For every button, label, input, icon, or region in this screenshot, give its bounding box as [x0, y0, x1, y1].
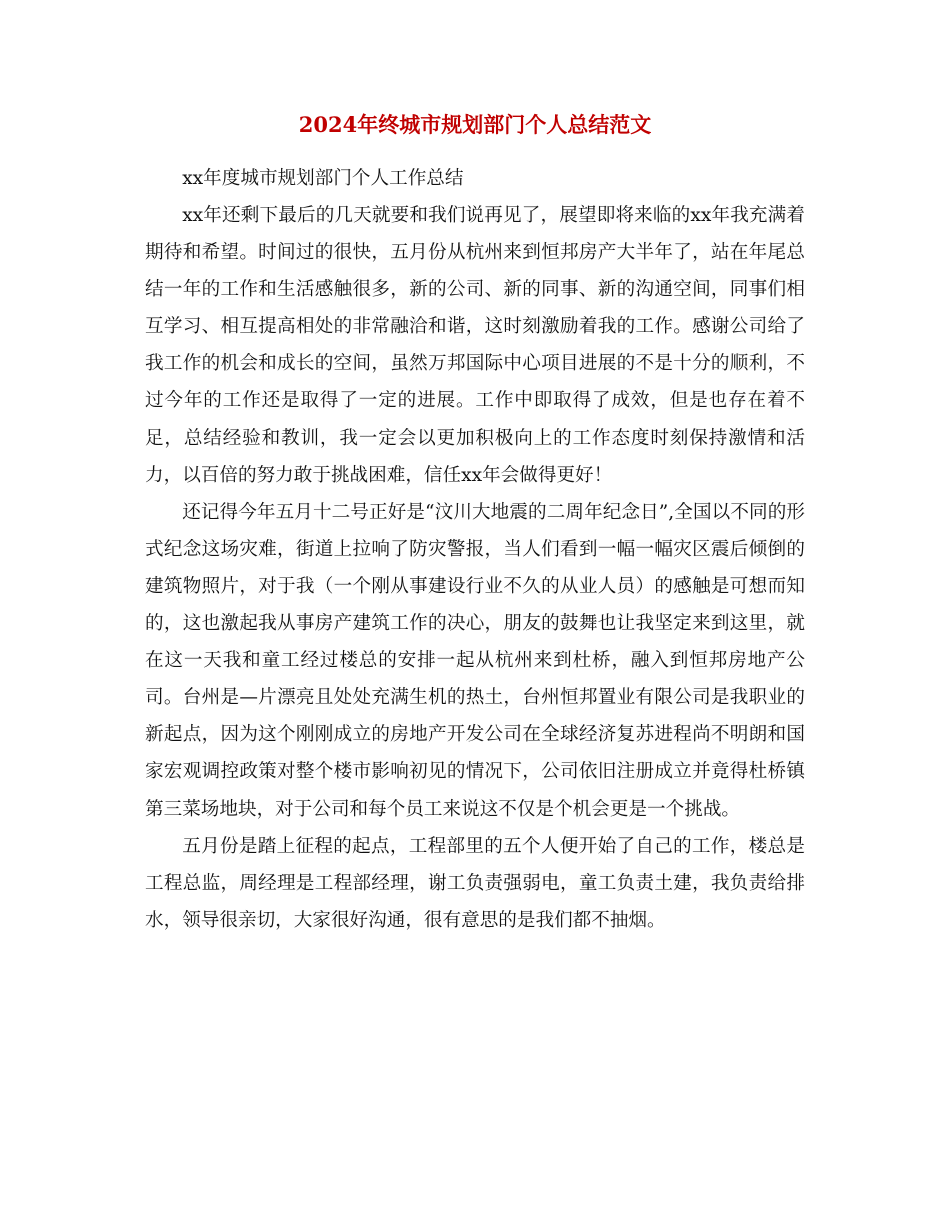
paragraph-2: 还记得今年五月十二号正好是“汶川大地震的二周年纪念日”,全国以不同的形式纪念这场灾难，街道上拉响了防灾警报，当人们看到一幅一幅灾区震后倾倒的建筑物照片，对于我（一个刚从事建设行业不久的从业人员）的感触是可想而知的，这也激起我从事房产建筑工作的决心，朋友的鼓舞也让我坚定来到这里，就在这一天我和童工经过楼总的安排一起从杭州来到杜桥，融入到恒邦房地产公司。台州是—片漂亮且处处充满生机的热土，台州恒邦置业有限公司是我职业的新起点，因为这个刚刚成立的房地产开发公司在全球经济复苏进程尚不明朗和国家宏观调控政策对整个楼市影响初见的情况下，公司依旧注册成立并竟得杜桥镇第三菜场地块，对于公司和每个员工来说这不仅是个机会更是一个挑战。 [145, 501, 805, 820]
document-subtitle: xx年度城市规划部门个人工作总结 [182, 168, 464, 189]
paragraph-3: 五月份是踏上征程的起点，工程部里的五个人便开始了自己的工作，楼总是工程总监，周经理是工程部经理，谢工负责强弱电，童工负责土建，我负责给排水，领导很亲切，大家很好沟通，很有意思的是我们都不抽烟。 [145, 835, 805, 931]
document-page [145, 110, 805, 939]
document-title: 2024年终城市规划部门个人总结范文 [298, 112, 652, 137]
paragraph-1: xx年还剩下最后的几天就要和我们说再见了，展望即将来临的xx年我充满着期待和希望。时间过的很快，五月份从杭州来到恒邦房产大半年了，站在年尾总结一年的工作和生活感触很多，新的公司、新的同事、新的沟通空间，同事们相互学习、相互提高相处的非常融洽和谐，这时刻激励着我的工作。感谢公司给了我工作的机会和成长的空间，虽然万邦国际中心项目进展的不是十分的顺利，不过今年的工作还是取得了一定的进展。工作中即取得了成效，但是也存在着不足，总结经验和教训，我一定会以更加积极向上的工作态度时刻保持激情和活力，以百倍的努力敢于挑战困难，信任xx年会做得更好！ [145, 205, 805, 486]
